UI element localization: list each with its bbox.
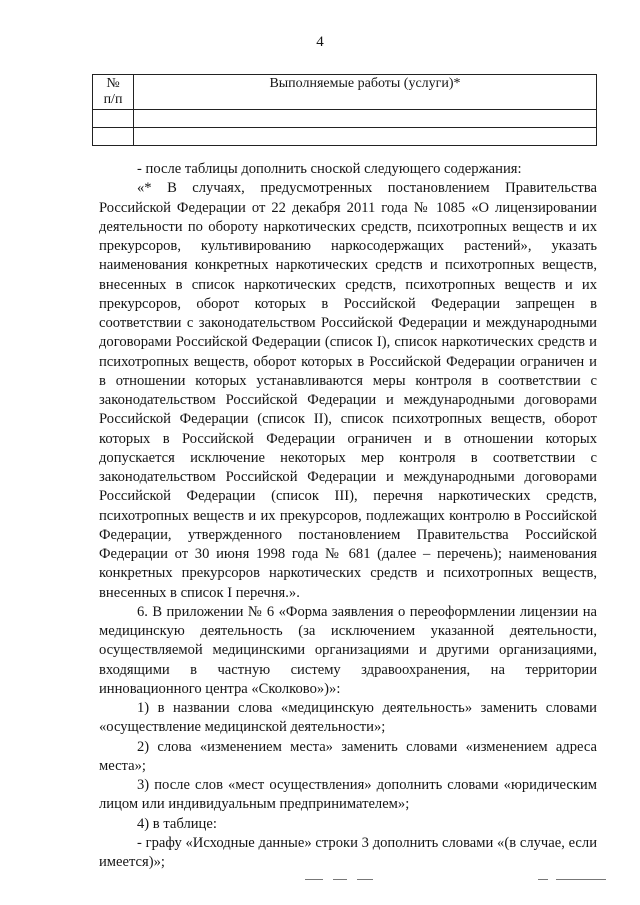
works-table	[92, 74, 597, 146]
paragraph-table-note: - после таблицы дополнить сноской следующего содержания:	[137, 161, 522, 177]
table-header-works: Выполняемые работы (услуги)*	[134, 75, 597, 110]
table-header-row	[93, 75, 597, 110]
table-cell-empty	[134, 128, 597, 146]
paragraph-subitem-1: 1) в названии слова «медицинскую деятельность» заменить словами «осуществление медицинской деятельности»;	[99, 700, 597, 736]
scan-mark	[556, 879, 606, 880]
table-header-number	[93, 75, 134, 110]
paragraph-subitem-3: 3) после слов «мест осуществления» дополнить словами «юридическим лицом или индивидуальным предпринимателем»;	[99, 777, 597, 813]
table-row	[93, 128, 597, 146]
document-body	[99, 160, 597, 872]
item-abbrev-label: п/п	[103, 92, 123, 107]
scan-mark	[538, 879, 548, 880]
paragraph-table-column-note: - графу «Исходные данные» строки 3 дополнить словами «(в случае, если имеется)»;	[99, 834, 597, 870]
paragraph-item-6: 6. В приложении № 6 «Форма заявления о переоформлении лицензии на медицинскую деятельность (за исключением указанной деятельности, осуществляемой медицинскими организациями и другими организациями, входящими в частную систему здравоохранения, на территории инновационного центра «Сколково»)»:	[99, 603, 597, 697]
paragraph-subitem-4: 4) в таблице:	[137, 815, 217, 832]
table-cell-empty	[134, 110, 597, 128]
paragraph-subitem-2: 2) слова «изменением места» заменить словами «изменением адреса места»;	[99, 738, 597, 774]
table-cell-empty	[93, 128, 134, 146]
paragraph-footnote: «* В случаях, предусмотренных постановлением Правительства Российской Федерации от 22 декабря 2011 года № 1085 «О лицензировании деятельности по обороту наркотических средств, психотропных веществ и их прекурсоров, культивированию наркосодержащих растений», указать наименования конкретных наркотических средств и психотропных веществ, внесенных в список наркотических средств, психотропных веществ и их прекурсоров, оборот которых в Российской Федерации запрещен в соответствии с законодательством Российской Федерации и международными договорами Российской Федерации (список I), список наркотических средств и психотропных веществ, оборот которых в Российской Федерации ограничен и в отношении которых устанавливаются меры контроля в соответствии с законодательством Российской Федерации и международными договорами Российской Федерации (список II), список психотропных веществ, оборот которых в Российской Федерации ограничен и в отношении которых допускается исключение некоторых мер контроля в соответствии с законодательством Российской Федерации и международными договорами Российской Федерации (список III), перечня наркотических средств, психотропных веществ и их прекурсоров, подлежащих контролю в Российской Федерации, утвержденного постановлением Правительства Российской Федерации от 30 июня 1998 года № 681 (далее – перечень); наименования конкретных прекурсоров наркотических средств и психотропных веществ, внесенных в список I перечня.».	[99, 180, 597, 601]
scan-mark	[357, 879, 373, 880]
page-number: 4	[316, 34, 324, 50]
table-row	[93, 110, 597, 128]
scan-mark	[333, 879, 347, 880]
number-sign-label: №	[106, 76, 120, 91]
scan-mark	[305, 879, 323, 880]
scan-footer-marks	[0, 879, 640, 885]
table-cell-empty	[93, 110, 134, 128]
